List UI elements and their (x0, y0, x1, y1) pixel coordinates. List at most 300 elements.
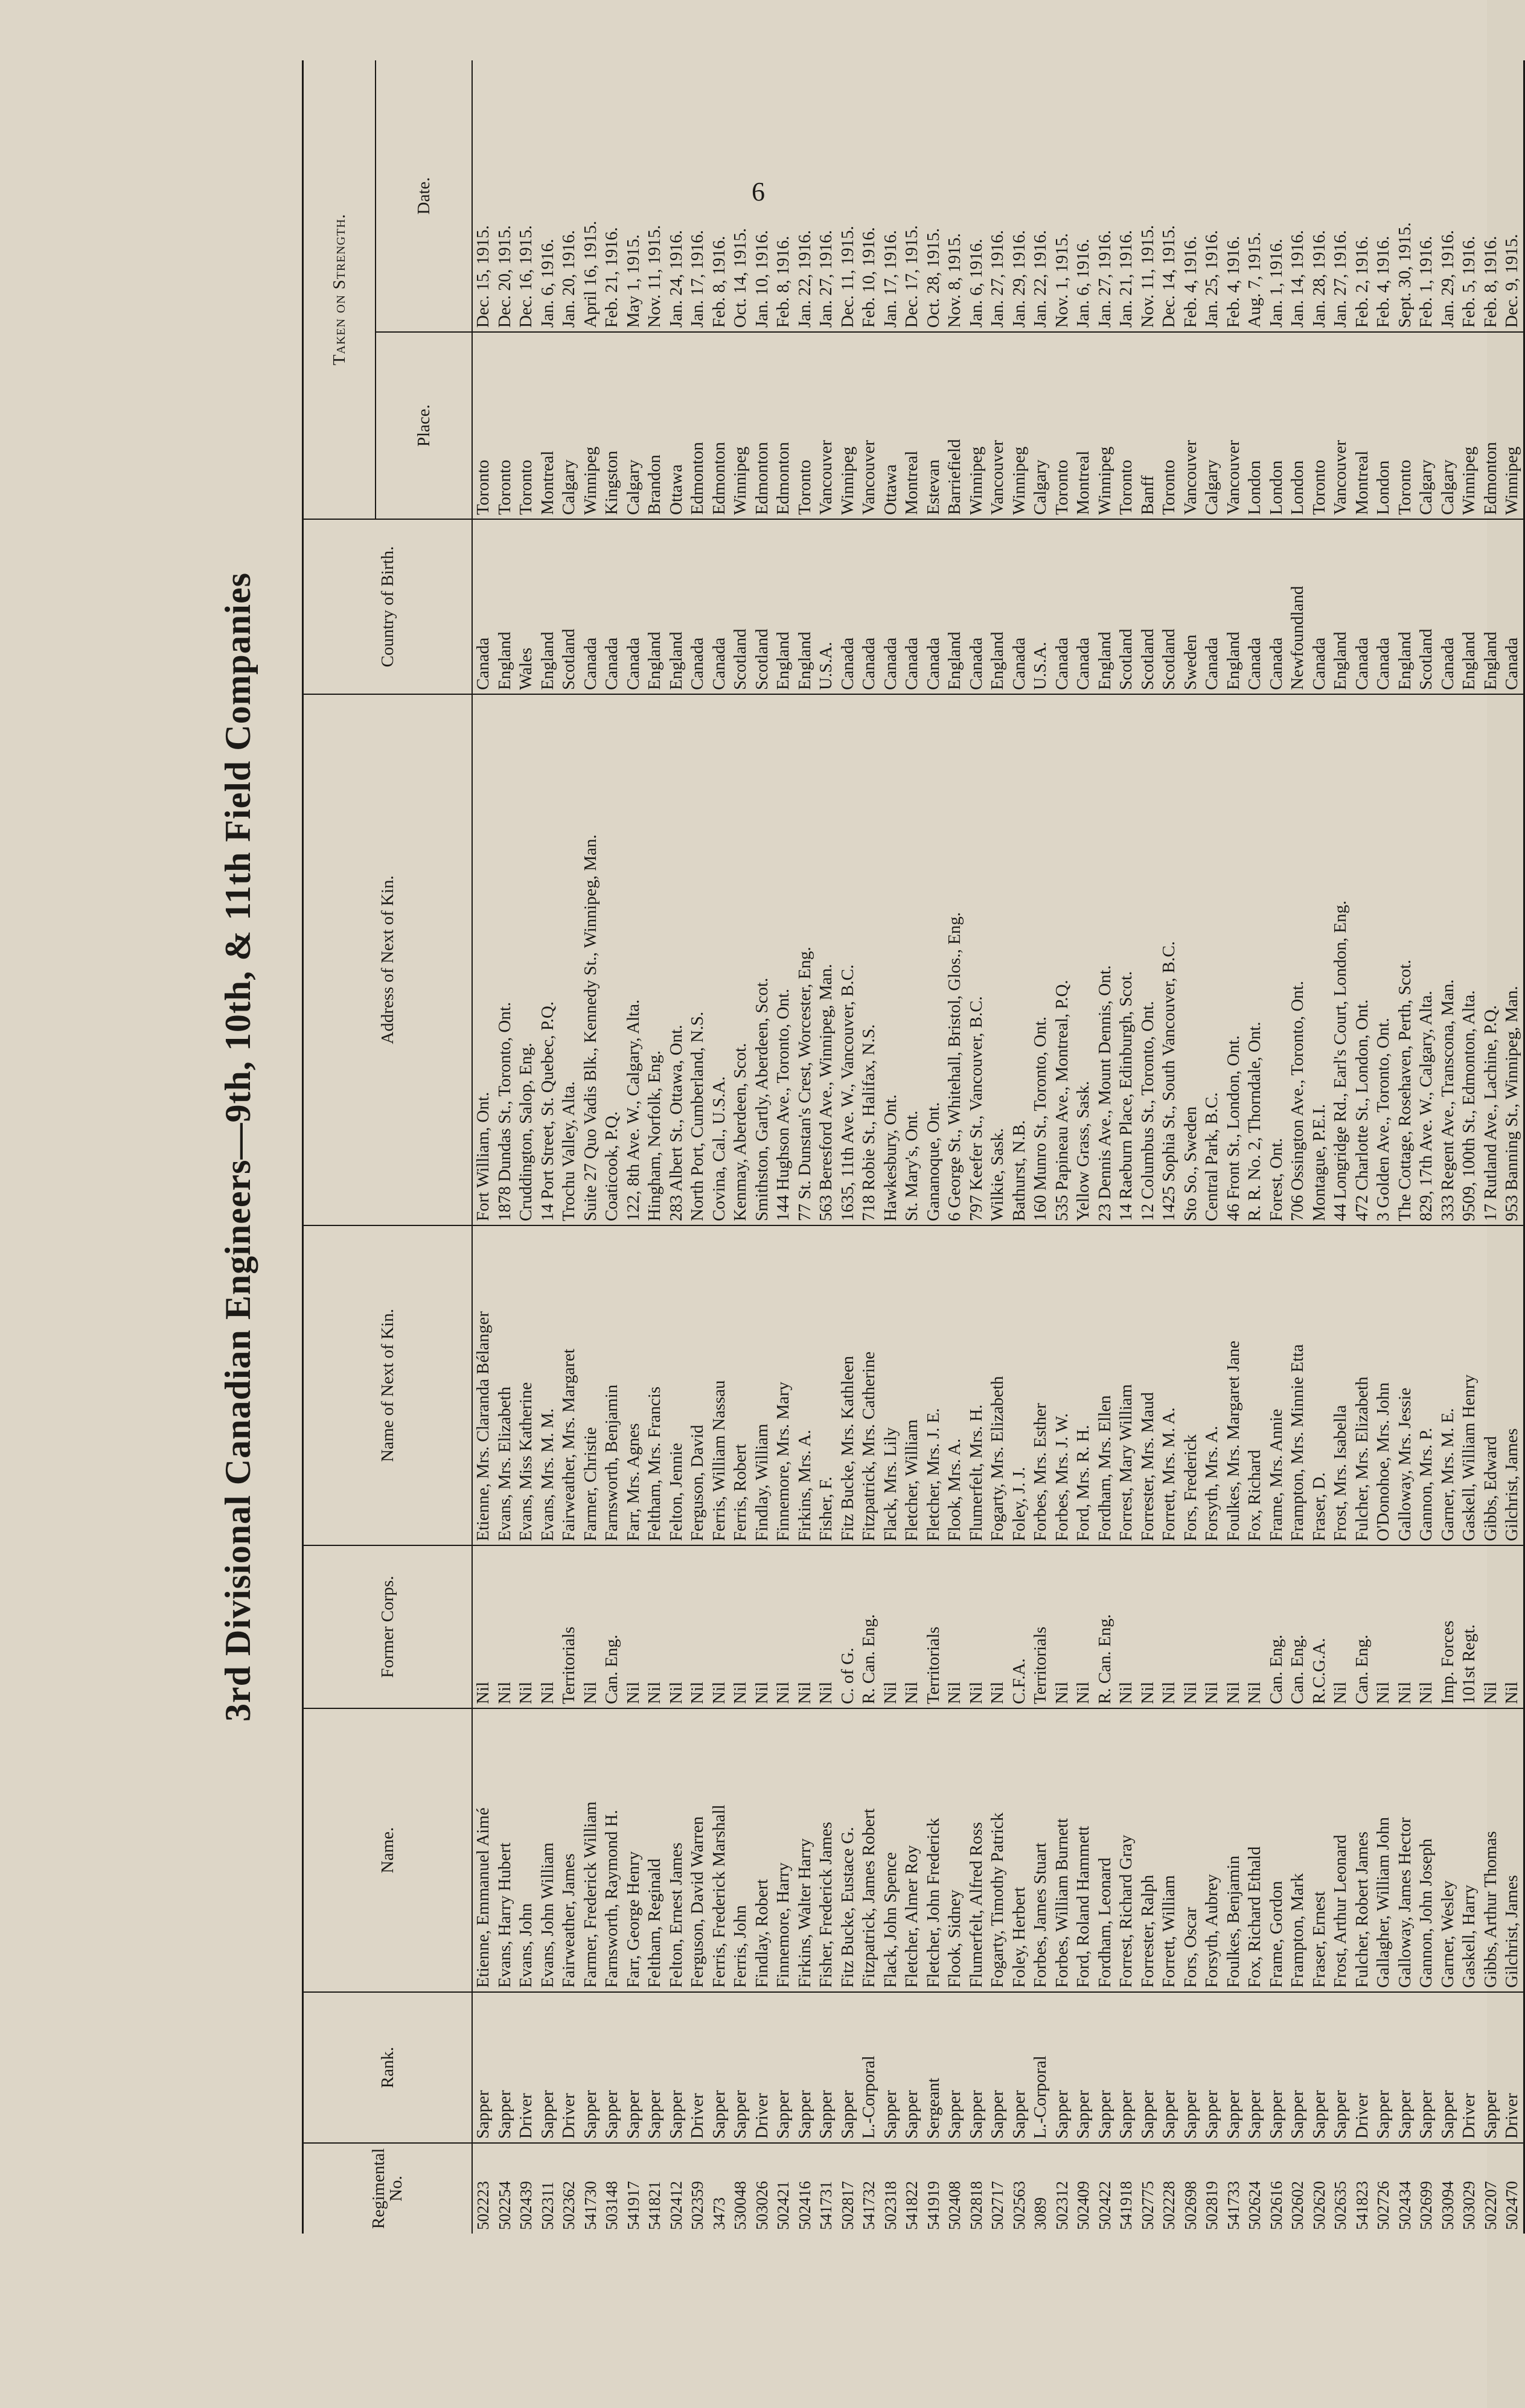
cell-rank: L.-Corporal (858, 1992, 880, 2143)
cell-date: Jan. 21, 1916. (1116, 60, 1137, 332)
cell-rank: Sapper (966, 1992, 988, 2143)
cell-regimental-no: 541918 (1117, 2181, 1136, 2230)
cell-regimental-no: 541733 (1224, 2181, 1242, 2230)
cell-next-of-kin: Evans, Mrs. Elizabeth (494, 1225, 516, 1545)
cell-name: Foulkes, Benjamin (1223, 1708, 1245, 1992)
header-taken-on-strength: Taken on Strength. (303, 60, 376, 519)
cell-address: 14 Raeburn Place, Edinburgh, Scot. (1116, 694, 1137, 1225)
cell-next-of-kin: Fletcher, Mrs. J. E. (923, 1225, 945, 1545)
cell-address: Wilkie, Sask. (987, 694, 1009, 1225)
cell-place: Calgary (558, 332, 580, 519)
cell-date: Feb. 5, 1916. (1459, 60, 1480, 332)
cell-address: 1878 Dundas St., Toronto, Ont. (494, 694, 516, 1225)
cell-former-corps: R. Can. Eng. (1095, 1545, 1116, 1708)
cell-regimental-no: 502616 (1267, 2181, 1285, 2230)
cell-address: Forest, Ont. (1266, 694, 1288, 1225)
cell-name: Forrest, Richard Gray (1116, 1708, 1137, 1992)
cell-date: Oct. 14, 1915. (730, 60, 752, 332)
cell-name: Fletcher, John Frederick (923, 1708, 945, 1992)
header-name: Name. (303, 1708, 473, 1992)
cell-regimental-no: 541821 (645, 2181, 664, 2230)
cell-regimental-no: 502563 (1009, 2181, 1028, 2230)
cell-date: Dec. 20, 1915. (494, 60, 516, 332)
cell-regimental-no: 502207 (1481, 2181, 1500, 2230)
cell-country: Canada (901, 519, 923, 694)
cell-name: Garner, Wesley (1437, 1708, 1459, 1992)
cell-regimental-no: 502318 (881, 2181, 900, 2230)
cell-date: Feb. 10, 1916. (858, 60, 880, 332)
cell-date: Dec. 11, 1915. (837, 60, 859, 332)
cell-rank: Driver (1501, 1992, 1524, 2143)
cell-name: Fitz Bucke, Eustace G. (837, 1708, 859, 1992)
cell-former-corps: Can. Eng. (1352, 1545, 1373, 1708)
cell-date: Jan. 17, 1916. (687, 60, 709, 332)
cell-address: Suite 27 Quo Vadis Blk., Kennedy St., Winnipeg, Man. (580, 694, 602, 1225)
cell-date: Jan. 22, 1916. (1030, 60, 1052, 332)
cell-rank: Sapper (1095, 1992, 1116, 2143)
cell-country: England (1330, 519, 1352, 694)
cell-rank: Sergeant (923, 1992, 945, 2143)
table-row (1352, 60, 1373, 2234)
cell-country: Canada (1052, 519, 1073, 694)
cell-address: 333 Regent Ave., Transcona, Man. (1437, 694, 1459, 1225)
cell-former-corps: 101st Regt. (1459, 1545, 1480, 1708)
cell-place: Vancouver (816, 332, 837, 519)
cell-place: Edmonton (687, 332, 709, 519)
cell-name: Farnsworth, Raymond H. (601, 1708, 623, 1992)
cell-rank: Sapper (944, 1992, 966, 2143)
cell-former-corps: Nil (1330, 1545, 1352, 1708)
cell-place: London (1373, 332, 1395, 519)
cell-next-of-kin: Gannon, Mrs. P. (1416, 1225, 1437, 1545)
cell-former-corps: Nil (1180, 1545, 1202, 1708)
table-row (709, 60, 731, 2234)
cell-next-of-kin: Feltham, Mrs. Francis (644, 1225, 666, 1545)
cell-former-corps: Territorials (558, 1545, 580, 1708)
cell-regimental-no: 502362 (560, 2181, 578, 2230)
cell-address: R. R. No. 2, Thorndale, Ont. (1244, 694, 1266, 1225)
table-row (580, 60, 602, 2234)
cell-date: Jan. 6, 1916. (1073, 60, 1095, 332)
cell-rank: Sapper (1201, 1992, 1223, 2143)
cell-date: Jan. 29, 1916. (1009, 60, 1031, 332)
cell-country: England (1223, 519, 1245, 694)
cell-address: Hawkesbury, Ont. (880, 694, 902, 1225)
cell-former-corps: Nil (709, 1545, 731, 1708)
cell-former-corps: Imp. Forces (1437, 1545, 1459, 1708)
table-row (1395, 60, 1416, 2234)
cell-regimental-no: 502819 (1203, 2181, 1221, 2230)
cell-regimental-no: 502818 (967, 2181, 985, 2230)
cell-regimental-no: 502717 (988, 2181, 1007, 2230)
cell-place: Edmonton (773, 332, 794, 519)
cell-place: Winnipeg (730, 332, 752, 519)
cell-date: Jan. 27, 1916. (1330, 60, 1352, 332)
cell-date: Dec. 9, 1915. (1501, 60, 1524, 332)
table-row (944, 60, 966, 2234)
cell-name: Fraser, Ernest (1309, 1708, 1331, 1992)
cell-date: Jan. 25, 1916. (1201, 60, 1223, 332)
cell-former-corps: Nil (1223, 1545, 1245, 1708)
cell-regimental-no: 502602 (1288, 2181, 1307, 2230)
cell-rank: Sapper (816, 1992, 837, 2143)
table-row (666, 60, 688, 2234)
cell-place: Winnipeg (837, 332, 859, 519)
cell-name: Gilchrist, James (1501, 1708, 1524, 1992)
cell-address: 9509, 100th St., Edmonton, Alta. (1459, 694, 1480, 1225)
cell-date: Nov. 11, 1915. (1137, 60, 1159, 332)
cell-next-of-kin: Farnsworth, Benjamin (601, 1225, 623, 1545)
cell-next-of-kin: Flumerfelt, Mrs. H. (966, 1225, 988, 1545)
cell-name: Ferguson, David Warren (687, 1708, 709, 1992)
page-number: 6 (752, 177, 765, 206)
cell-name: Farmer, Frederick William (580, 1708, 602, 1992)
table-row (601, 60, 623, 2234)
table-row (1287, 60, 1309, 2234)
cell-regimental-no: 502439 (517, 2181, 536, 2230)
cell-place: Vancouver (858, 332, 880, 519)
cell-place: Calgary (1201, 332, 1223, 519)
cell-name: Felton, Ernest James (666, 1708, 688, 1992)
cell-name: Flumerfelt, Alfred Ross (966, 1708, 988, 1992)
cell-address: 3 Golden Ave., Toronto, Ont. (1373, 694, 1395, 1225)
table-row (623, 60, 645, 2234)
cell-address: Bathurst, N.B. (1009, 694, 1031, 1225)
cell-next-of-kin: Fordham, Mrs. Ellen (1095, 1225, 1116, 1545)
table-row (1266, 60, 1288, 2234)
cell-country: Canada (1244, 519, 1266, 694)
cell-former-corps: Nil (1073, 1545, 1095, 1708)
cell-country: Canada (709, 519, 731, 694)
cell-former-corps: Nil (794, 1545, 816, 1708)
table-row (1116, 60, 1137, 2234)
cell-rank: Sapper (709, 1992, 731, 2143)
cell-former-corps: Can. Eng. (1266, 1545, 1288, 1708)
cell-country: Canada (1073, 519, 1095, 694)
cell-regimental-no: 502223 (474, 2181, 493, 2230)
cell-regimental-no: 541731 (817, 2181, 836, 2230)
cell-address: 283 Albert St., Ottawa, Ont. (666, 694, 688, 1225)
cell-regimental-no: 502699 (1417, 2181, 1436, 2230)
table-row (1373, 60, 1395, 2234)
cell-regimental-no: 502422 (1095, 2181, 1114, 2230)
cell-next-of-kin: Galloway, Mrs. Jessie (1395, 1225, 1416, 1545)
cell-country: England (773, 519, 794, 694)
cell-name: Etienne, Emmanuel Aimé (472, 1708, 494, 1992)
cell-former-corps: Nil (987, 1545, 1009, 1708)
cell-regimental-no: 503148 (603, 2181, 621, 2230)
cell-address: 953 Banning St., Winnipeg, Man. (1501, 694, 1524, 1225)
cell-regimental-no: 502311 (538, 2182, 557, 2230)
cell-next-of-kin: Evans, Mrs. M. M. (537, 1225, 559, 1545)
cell-date: Nov. 11, 1915. (644, 60, 666, 332)
cell-former-corps: Nil (730, 1545, 752, 1708)
cell-next-of-kin: Gilchrist, James (1501, 1225, 1524, 1545)
cell-address: Covina, Cal., U.S.A. (709, 694, 731, 1225)
cell-former-corps: Nil (1416, 1545, 1437, 1708)
cell-rank: Sapper (1309, 1992, 1331, 2143)
cell-country: U.S.A. (1030, 519, 1052, 694)
cell-regimental-no: 502635 (1331, 2181, 1350, 2230)
cell-regimental-no: 530048 (731, 2181, 750, 2230)
table-row (752, 60, 773, 2234)
cell-country: Canada (1352, 519, 1373, 694)
cell-former-corps: Nil (773, 1545, 794, 1708)
cell-place: Winnipeg (1095, 332, 1116, 519)
cell-country: England (944, 519, 966, 694)
cell-former-corps: Nil (666, 1545, 688, 1708)
cell-name: Fordham, Leonard (1095, 1708, 1116, 1992)
cell-former-corps: Nil (1395, 1545, 1416, 1708)
cell-rank: Sapper (644, 1992, 666, 2143)
cell-name: Evans, Harry Hubert (494, 1708, 516, 1992)
cell-next-of-kin: Ford, Mrs. R. H. (1073, 1225, 1095, 1545)
cell-former-corps: R. Can. Eng. (858, 1545, 880, 1708)
cell-regimental-no: 502620 (1309, 2181, 1328, 2230)
cell-date: Feb. 8, 1916. (1480, 60, 1502, 332)
cell-next-of-kin: Forbes, Mrs. J. W. (1052, 1225, 1073, 1545)
cell-date: Dec. 17, 1915. (901, 60, 923, 332)
cell-date: Dec. 16, 1915. (516, 60, 537, 332)
cell-country: Canada (687, 519, 709, 694)
cell-rank: Sapper (837, 1992, 859, 2143)
cell-date: Jan. 28, 1916. (1309, 60, 1331, 332)
cell-place: London (1287, 332, 1309, 519)
header-date: Date. (376, 60, 472, 332)
cell-rank: Sapper (773, 1992, 794, 2143)
cell-place: Brandon (644, 332, 666, 519)
cell-next-of-kin: Garner, Mrs. M. E. (1437, 1225, 1459, 1545)
table-row (966, 60, 988, 2234)
cell-regimental-no: 541919 (924, 2181, 942, 2230)
cell-rank: Sapper (666, 1992, 688, 2143)
cell-former-corps: Nil (966, 1545, 988, 1708)
cell-next-of-kin: Forbes, Mrs. Esther (1030, 1225, 1052, 1545)
cell-date: Nov. 8, 1915. (944, 60, 966, 332)
rotated-roster-block (205, 60, 1522, 2234)
table-row (1244, 60, 1266, 2234)
cell-place: Toronto (1116, 332, 1137, 519)
cell-next-of-kin: Forrest, Mary William (1116, 1225, 1137, 1545)
cell-address: 122, 8th Ave. W., Calgary, Alta. (623, 694, 645, 1225)
cell-regimental-no: 541822 (903, 2181, 921, 2230)
cell-next-of-kin: Frame, Mrs. Annie (1266, 1225, 1288, 1545)
cell-next-of-kin: Farmer, Christie (580, 1225, 602, 1545)
cell-name: Gallagher, William John (1373, 1708, 1395, 1992)
cell-rank: Sapper (1437, 1992, 1459, 2143)
cell-rank: Sapper (601, 1992, 623, 2143)
cell-next-of-kin: Fisher, F. (816, 1225, 837, 1545)
cell-name: Fisher, Frederick James (816, 1708, 837, 1992)
cell-name: Forbes, James Stuart (1030, 1708, 1052, 1992)
cell-address: 797 Keefer St., Vancouver, B.C. (966, 694, 988, 1225)
cell-former-corps: Nil (1373, 1545, 1395, 1708)
table-row (537, 60, 559, 2234)
cell-country: Canada (623, 519, 645, 694)
cell-place: Toronto (1309, 332, 1331, 519)
cell-date: Jan. 6, 1916. (966, 60, 988, 332)
cell-place: Montreal (1352, 332, 1373, 519)
cell-country: Canada (580, 519, 602, 694)
cell-rank: Sapper (1137, 1992, 1159, 2143)
cell-regimental-no: 541730 (581, 2181, 599, 2230)
cell-rank: Sapper (901, 1992, 923, 2143)
table-row (494, 60, 516, 2234)
cell-country: Scotland (1137, 519, 1159, 694)
cell-address: 160 Munro St., Toronto, Ont. (1030, 694, 1052, 1225)
cell-former-corps: Nil (687, 1545, 709, 1708)
cell-name: Frame, Gordon (1266, 1708, 1288, 1992)
table-row (1501, 60, 1524, 2234)
cell-regimental-no: 503094 (1438, 2181, 1457, 2230)
cell-rank: L.-Corporal (1030, 1992, 1052, 2143)
cell-address: 1635, 11th Ave. W., Vancouver, B.C. (837, 694, 859, 1225)
cell-place: Edmonton (752, 332, 773, 519)
cell-former-corps: Nil (752, 1545, 773, 1708)
cell-next-of-kin: Flack, Mrs. Lily (880, 1225, 902, 1545)
cell-former-corps: Nil (472, 1545, 494, 1708)
cell-address: 535 Papineau Ave., Montreal, P.Q. (1052, 694, 1073, 1225)
cell-country: England (644, 519, 666, 694)
cell-country: Canada (923, 519, 945, 694)
cell-rank: Sapper (1244, 1992, 1266, 2143)
cell-name: Firkins, Walter Harry (794, 1708, 816, 1992)
cell-date: Feb. 2, 1916. (1352, 60, 1373, 332)
cell-former-corps: C.F.A. (1009, 1545, 1031, 1708)
cell-date: Nov. 1, 1915. (1052, 60, 1073, 332)
cell-date: Jan. 20, 1916. (558, 60, 580, 332)
cell-regimental-no: 3089 (1031, 2197, 1050, 2230)
cell-date: Feb. 8, 1916. (709, 60, 731, 332)
cell-name: Fulcher, Robert James (1352, 1708, 1373, 1992)
cell-next-of-kin: Forrett, Mrs. M. A. (1159, 1225, 1180, 1545)
cell-next-of-kin: Frost, Mrs. Isabella (1330, 1225, 1352, 1545)
cell-name: Forrett, William (1159, 1708, 1180, 1992)
cell-date: Oct. 28, 1915. (923, 60, 945, 332)
cell-regimental-no: 502470 (1503, 2181, 1521, 2230)
table-row (1073, 60, 1095, 2234)
cell-former-corps: Nil (1137, 1545, 1159, 1708)
cell-date: Feb. 4, 1916. (1180, 60, 1202, 332)
cell-date: Feb. 1, 1916. (1416, 60, 1437, 332)
header-next-of-kin: Name of Next of Kin. (303, 1225, 473, 1545)
table-row (1416, 60, 1437, 2234)
cell-name: Gaskell, Harry (1459, 1708, 1480, 1992)
cell-address: Trochu Valley, Alta. (558, 694, 580, 1225)
cell-country: England (794, 519, 816, 694)
cell-country: Scotland (730, 519, 752, 694)
cell-country: Scotland (558, 519, 580, 694)
cell-rank: Sapper (494, 1992, 516, 2143)
cell-country: Canada (1266, 519, 1288, 694)
cell-place: Toronto (516, 332, 537, 519)
cell-next-of-kin: Fitzpatrick, Mrs. Catherine (858, 1225, 880, 1545)
cell-regimental-no: 502421 (774, 2181, 793, 2230)
cell-regimental-no: 502817 (838, 2181, 857, 2230)
cell-rank: Driver (558, 1992, 580, 2143)
cell-next-of-kin: Farr, Mrs. Agnes (623, 1225, 645, 1545)
cell-rank: Sapper (1416, 1992, 1437, 2143)
cell-address: Kenmay, Aberdeen, Scot. (730, 694, 752, 1225)
cell-country: Canada (880, 519, 902, 694)
table-row (1309, 60, 1331, 2234)
table-row (816, 60, 837, 2234)
cell-next-of-kin: Evans, Miss Katherine (516, 1225, 537, 1545)
header-former-corps: Former Corps. (303, 1545, 473, 1708)
cell-place: Toronto (494, 332, 516, 519)
table-row (880, 60, 902, 2234)
cell-name: Ford, Roland Hammett (1073, 1708, 1095, 1992)
cell-name: Evans, John William (537, 1708, 559, 1992)
table-row (794, 60, 816, 2234)
cell-name: Feltham, Reginald (644, 1708, 666, 1992)
cell-name: Findlay, Robert (752, 1708, 773, 1992)
cell-address: Sto So., Sweden (1180, 694, 1202, 1225)
cell-rank: Sapper (537, 1992, 559, 2143)
cell-rank: Sapper (623, 1992, 645, 2143)
cell-place: Toronto (1159, 332, 1180, 519)
cell-former-corps: R.C.G.A. (1309, 1545, 1331, 1708)
cell-regimental-no: 3473 (709, 2197, 728, 2230)
cell-next-of-kin: Finnemore, Mrs. Mary (773, 1225, 794, 1545)
cell-rank: Sapper (1287, 1992, 1309, 2143)
cell-country: U.S.A. (816, 519, 837, 694)
cell-next-of-kin: Firkins, Mrs. A. (794, 1225, 816, 1545)
cell-rank: Sapper (1052, 1992, 1073, 2143)
table-row (1030, 60, 1052, 2234)
table-row (472, 60, 494, 2234)
cell-former-corps: Nil (1480, 1545, 1502, 1708)
cell-place: Toronto (472, 332, 494, 519)
cell-regimental-no: 502698 (1181, 2181, 1200, 2230)
cell-name: Frost, Arthur Leonard (1330, 1708, 1352, 1992)
cell-next-of-kin: Fraser, D. (1309, 1225, 1331, 1545)
table-row (516, 60, 537, 2234)
header-rank: Rank. (303, 1992, 473, 2143)
cell-country: Newfoundland (1287, 519, 1309, 694)
cell-rank: Sapper (1116, 1992, 1137, 2143)
cell-address: 23 Dennis Ave., Mount Dennis, Ont. (1095, 694, 1116, 1225)
cell-next-of-kin: Fairweather, Mrs. Margaret (558, 1225, 580, 1545)
table-row (1459, 60, 1480, 2234)
cell-rank: Sapper (987, 1992, 1009, 2143)
cell-place: Winnipeg (966, 332, 988, 519)
cell-country: Canada (1373, 519, 1395, 694)
cell-former-corps: Nil (494, 1545, 516, 1708)
cell-place: Kingston (601, 332, 623, 519)
cell-country: Canada (1501, 519, 1524, 694)
cell-regimental-no: 541917 (624, 2181, 642, 2230)
cell-former-corps: Nil (1159, 1545, 1180, 1708)
table-row (1437, 60, 1459, 2234)
cell-next-of-kin: Foley, J. J. (1009, 1225, 1031, 1545)
cell-date: Jan. 24, 1916. (666, 60, 688, 332)
header-address: Address of Next of Kin. (303, 694, 473, 1225)
cell-name: Fletcher, Almer Roy (901, 1708, 923, 1992)
cell-place: Calgary (1437, 332, 1459, 519)
cell-next-of-kin: Flook, Mrs. A. (944, 1225, 966, 1545)
cell-country: Canada (472, 519, 494, 694)
cell-next-of-kin: Gaskell, William Henry (1459, 1225, 1480, 1545)
cell-next-of-kin: Etienne, Mrs. Claranda Bélanger (472, 1225, 494, 1545)
cell-former-corps: Nil (944, 1545, 966, 1708)
cell-country: Canada (966, 519, 988, 694)
cell-address: Montague, P.E.I. (1309, 694, 1331, 1225)
cell-next-of-kin: Fletcher, William (901, 1225, 923, 1545)
cell-date: Aug. 7, 1915. (1244, 60, 1266, 332)
cell-next-of-kin: Forrester, Mrs. Maud (1137, 1225, 1159, 1545)
cell-place: Vancouver (987, 332, 1009, 519)
